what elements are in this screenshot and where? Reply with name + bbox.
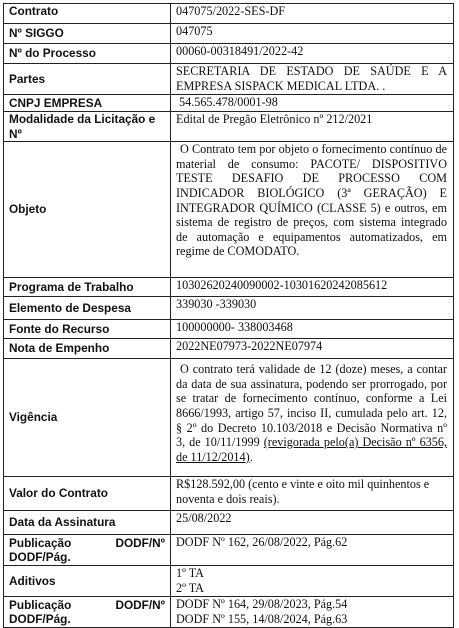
label-publicacao-1 bbox=[4, 535, 171, 566]
vigencia-underlined-text: (revigorada pelo(a) Decisão nº 6356, de 11/12/2014) bbox=[176, 435, 447, 464]
value-vigencia bbox=[171, 359, 454, 477]
label-siggo: Nº SIGGO bbox=[4, 24, 171, 44]
row-publicacao-1 bbox=[4, 535, 454, 566]
value-objeto: O Contrato tem por objeto o fornecimento contínuo de material de consumo: PACOTE/ DISPOSITIVO TESTE DESAFIO DE PROCESSO COM INDICADOR BIOLÓGICO (3ª GERAÇÃO) E INTEGRADOR QUÍMICO (CLASSE 5) e outros, em sistema de registro de preços, com sistema integrado de automação e equipamentos automatizados, em regime de COMODATO. bbox=[171, 142, 454, 278]
contract-summary-table bbox=[3, 3, 454, 628]
label-modalidade: Modalidade da Licitação e Nº bbox=[4, 112, 171, 142]
label-publicacao-1-line bbox=[9, 536, 165, 551]
row-empenho bbox=[4, 339, 454, 359]
value-contrato: 047075/2022-SES-DF bbox=[171, 4, 454, 24]
value-modalidade: Edital de Pregão Eletrônico nº 212/2021 bbox=[171, 112, 454, 142]
row-modalidade bbox=[4, 112, 454, 142]
label-assinatura: Data da Assinatura bbox=[4, 511, 171, 535]
row-elemento bbox=[4, 297, 454, 320]
label-aditivos: Aditivos bbox=[4, 566, 171, 597]
label-contrato: Contrato bbox=[4, 4, 171, 24]
vigencia-text: O contrato terá validade de 12 (doze) meses, a contar da data de sua assinatura, podendo ser prorrogado, por se tratar de fornecimento contínuo, conforme a Lei 8666/1993, artigo 57, inciso II, cumulada pelo art. 12, § 2º do Decreto 10.103/2018 e Decisão Normativa nº 3, de 10/11/1999 bbox=[176, 362, 447, 450]
row-cnpj bbox=[4, 95, 454, 112]
label-publicacao-2-a: Publicação bbox=[9, 597, 72, 612]
row-partes bbox=[4, 64, 454, 95]
row-aditivos bbox=[4, 566, 454, 597]
aditivo-item: 1º TA bbox=[176, 566, 204, 581]
label-publicacao-2-line bbox=[9, 598, 165, 613]
label-valor: Valor do Contrato bbox=[4, 477, 171, 511]
label-processo: Nº do Processo bbox=[4, 44, 171, 64]
value-aditivos bbox=[171, 566, 454, 597]
publicacao-item: DODF Nº 155, 14/08/2024, Pág.63 bbox=[176, 611, 348, 626]
label-programa: Programa de Trabalho bbox=[4, 278, 171, 297]
label-vigencia: Vigência bbox=[4, 359, 171, 477]
value-publicacao-1: DODF Nº 162, 26/08/2022, Pág.62 bbox=[171, 535, 454, 566]
value-assinatura: 25/08/2022 bbox=[171, 511, 454, 535]
value-valor: R$128.592,00 (cento e vinte e oito mil quinhentos e noventa e dois reais). bbox=[171, 477, 454, 511]
label-partes: Partes bbox=[4, 64, 171, 95]
value-programa: 10302620240090002-10301620242085612 bbox=[171, 278, 454, 297]
row-processo bbox=[4, 44, 454, 64]
label-empenho: Nota de Empenho bbox=[4, 339, 171, 359]
row-fonte bbox=[4, 320, 454, 339]
row-assinatura bbox=[4, 511, 454, 535]
row-vigencia bbox=[4, 359, 454, 477]
value-processo: 00060-00318491/2022-42 bbox=[171, 44, 454, 64]
label-publicacao-2-b: DODF/Nº bbox=[115, 597, 165, 612]
label-publicacao-1-c: DODF/Pág. bbox=[9, 550, 71, 565]
label-publicacao-2 bbox=[4, 597, 171, 628]
row-contrato bbox=[4, 4, 454, 24]
row-siggo bbox=[4, 24, 454, 44]
label-cnpj: CNPJ EMPRESA bbox=[4, 95, 171, 112]
value-cnpj: 54.565.478/0001-98 bbox=[171, 95, 454, 112]
label-elemento: Elemento de Despesa bbox=[4, 297, 171, 320]
value-siggo: 047075 bbox=[171, 24, 454, 44]
row-objeto bbox=[4, 142, 454, 278]
row-publicacao-2 bbox=[4, 597, 454, 628]
value-elemento: 339030 -339030 bbox=[171, 297, 454, 320]
value-publicacao-2 bbox=[171, 597, 454, 628]
value-partes: SECRETARIA DE ESTADO DE SAÚDE E A EMPRESA SISPACK MEDICAL LTDA. . bbox=[171, 64, 454, 95]
value-fonte: 100000000- 338003468 bbox=[171, 320, 454, 339]
label-objeto: Objeto bbox=[4, 142, 171, 278]
row-valor bbox=[4, 477, 454, 511]
label-publicacao-2-c: DODF/Pág. bbox=[9, 612, 71, 627]
publicacao-item: DODF Nº 164, 29/08/2023, Pág.54 bbox=[176, 597, 348, 612]
vigencia-end: . bbox=[249, 449, 253, 464]
aditivo-item: 2º TA bbox=[176, 580, 204, 595]
value-empenho: 2022NE07973-2022NE07974 bbox=[171, 339, 454, 359]
row-programa bbox=[4, 278, 454, 297]
label-fonte: Fonte do Recurso bbox=[4, 320, 171, 339]
label-publicacao-1-b: DODF/Nº bbox=[115, 535, 165, 550]
label-publicacao-1-a: Publicação bbox=[9, 535, 72, 550]
